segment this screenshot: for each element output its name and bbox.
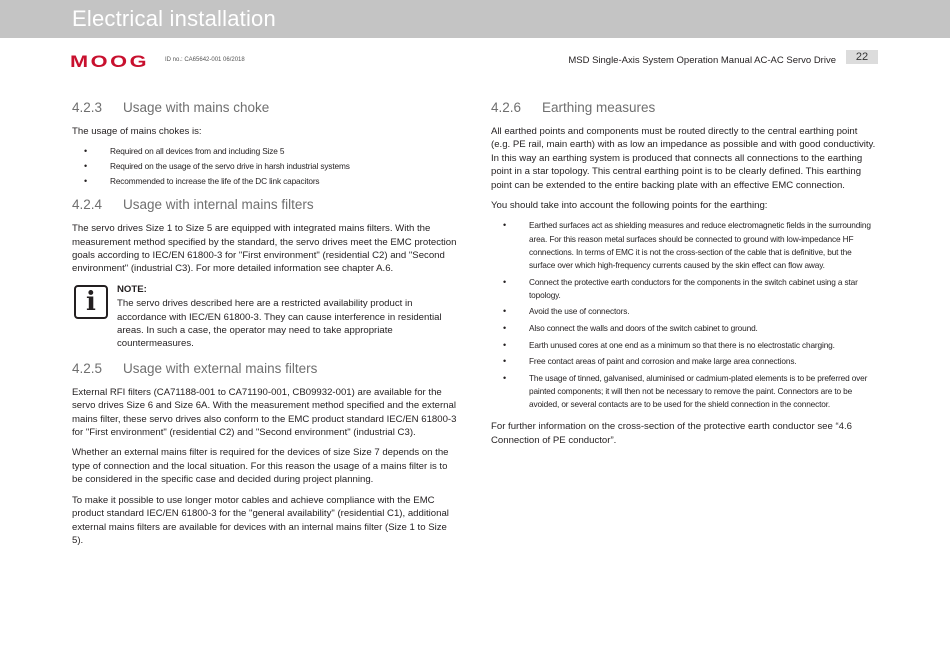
paragraph: The usage of mains chokes is:: [72, 126, 202, 137]
chapter-title: Electrical installation: [72, 6, 276, 31]
note-box: [72, 283, 460, 351]
paragraph: You should take into account the following points for the earthing:: [491, 200, 768, 212]
moog-logo: MOOG: [70, 52, 150, 71]
section-title: Usage with internal mains filters: [123, 197, 314, 213]
section-4-2-4-heading: [72, 197, 460, 213]
list-item: • Required on the usage of the servo drive in harsh industrial systems: [72, 160, 460, 173]
list-item: • The usage of tinned, galvanised, aluminised or cadmium-plated elements is to be preferred over painted components; it will then not be necessary to remove the paint. Connectors are to be avoided, or several contacts are to be used for the shield connection in the connector.: [491, 372, 879, 412]
section-title: Usage with external mains filters: [123, 360, 318, 376]
list-item: • Connect the protective earth conductors for the components in the switch cabinet using a star topology.: [491, 276, 879, 302]
manual-title: MSD Single-Axis System Operation Manual AC-AC Servo Drive: [568, 55, 836, 66]
section-number: 4.2.6: [491, 100, 522, 115]
list-item: • Required on all devices from and including Size 5: [72, 145, 460, 158]
section-title: Earthing measures: [542, 100, 656, 115]
info-icon: i: [74, 285, 108, 319]
list-item: • Recommended to increase the life of the DC link capacitors: [72, 175, 460, 188]
right-column: [491, 100, 879, 454]
paragraph: To make it possible to use longer motor cables and achieve compliance with the EMC product standard IEC/EN 61800-3 for the "general availability" (residential C1), additional external mains filters are available for devices with an internal mains filter (Size 1 to Size 5).: [72, 494, 449, 546]
section-4-2-6-heading: [491, 100, 879, 116]
bullet-list: [491, 219, 879, 411]
paragraph: For further information on the cross-section of the protective earth conductor see “4.6 Connection of PE conductor”.: [491, 421, 853, 446]
list-item: • Also connect the walls and doors of the switch cabinet to ground.: [491, 322, 879, 335]
paragraph: External RFI filters (CA71188-001 to CA71190-001, CB09932-001) are available for the servo drives Size 6 and Size 6A. With the measurement method specified and the external mains filter, these servo drives also conform to the EMC product standard IEC/EN 61800-3 for "First environment" (residential C2) and "Second environment" (industrial C3).: [72, 386, 457, 439]
bullet-list: [72, 145, 460, 188]
paragraph: Whether an external mains filter is required for the devices of size Size 7 depends on the type of connection and the local situation. For this reason the usage of a mains filter is to be considered in the specific case and decided during project planning.: [72, 447, 449, 486]
document-id: ID no.: CA65642-001 06/2018: [165, 57, 245, 63]
note-label: NOTE:: [117, 283, 147, 295]
chapter-header-bar: [0, 0, 950, 38]
section-number: 4.2.4: [72, 197, 103, 213]
paragraph: The servo drives Size 1 to Size 5 are equipped with integrated mains filters. With the measurement method specified by the standard, the servo drives meet the EMC protection goals according to IEC/EN 61800-3 for "First environment" (residential C2) and "Second environment" (industrial C3). For more detailed information see chapter A.6.: [72, 223, 457, 275]
section-title: Usage with mains choke: [123, 100, 270, 115]
section-4-2-3-heading: [72, 100, 460, 116]
left-column: [72, 100, 460, 554]
list-item: • Free contact areas of paint and corrosion and make large area connections.: [491, 355, 879, 368]
page-number: 22: [846, 50, 878, 64]
section-number: 4.2.5: [72, 360, 103, 376]
paragraph: All earthed points and components must be routed directly to the central earthing point (e.g. PE rail, main earth) with as low an impedance as possible and with good conductivity. In this way an earthing system is produced that connects all connections to the earthing point in a star topology. This central earthing point is to be clearly defined. This earthing point can be extended to the entire backing plate with an effective EMC connection.: [491, 126, 876, 191]
list-item: • Avoid the use of connectors.: [491, 305, 879, 318]
note-text: The servo drives described here are a restricted availability product in accordance with IEC/EN 61800-3. They can cause interference in residential areas. In such a case, the operator may need to take appropriate countermeasures.: [117, 298, 442, 350]
list-item: • Earth unused cores at one end as a minimum so that there is no electrostatic charging.: [491, 339, 879, 352]
section-4-2-5-heading: [72, 361, 460, 377]
section-number: 4.2.3: [72, 100, 103, 115]
list-item: • Earthed surfaces act as shielding measures and reduce electromagnetic fields in the surrounding area. For this reason metal surfaces should be connected to ground with low-impedance HF connections. In terms of EMC it is not the cross-section of the cable that is definitive, but the surface over which high-frequency currents caused by the skin effect can flow away.: [491, 219, 879, 272]
